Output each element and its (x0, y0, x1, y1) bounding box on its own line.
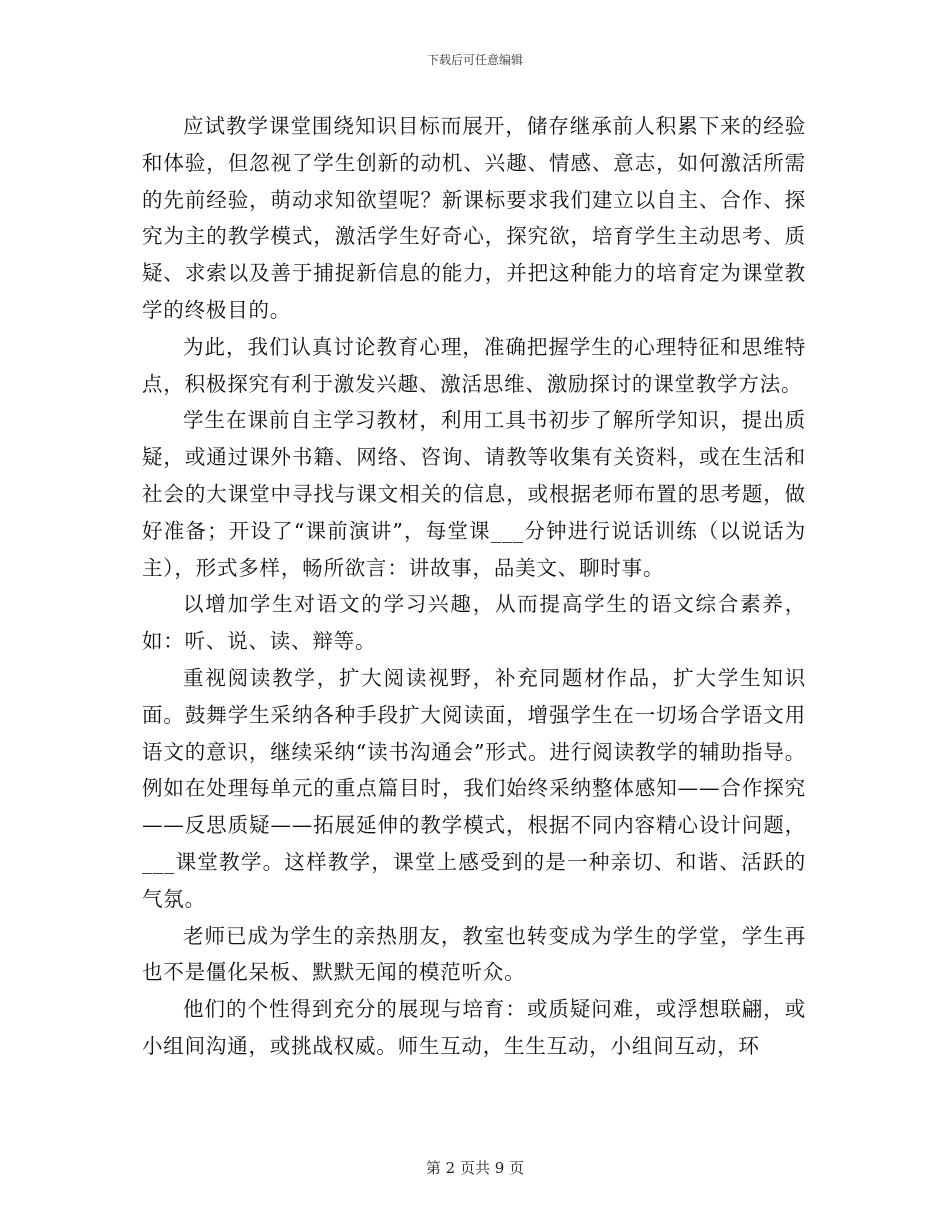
document-body (142, 108, 806, 1065)
paragraph: 他们的个性得到充分的展现与培育：或质疑问难，或浮想联翩，或小组间沟通，或挑战权威。师生互动，生生互动，小组间互动，环 (142, 997, 806, 1058)
paragraph: 老师已成为学生的亲热朋友，教室也转变成为学生的学堂，学生再也不是僵化呆板、默默无闻的模范听众。 (142, 923, 806, 985)
paragraph: 学生在课前自主学习教材，利用工具书初步了解所学知识，提出质疑，或通过课外书籍、网络、咨询、请教等收集有关资料，或在生活和社会的大课堂中寻找与课文相关的信息，或根据老师布置的思考题，做好准备；开设了“课前演讲”，每堂课___分钟进行说话训练（以说话为主），形式多样，畅所欲言：讲故事，品美文、聊时事。 (142, 408, 806, 580)
paragraph: 以增加学生对语文的学习兴趣，从而提高学生的语文综合素养，如：听、说、读、辩等。 (142, 592, 806, 654)
page-number-footer: 第 2 页共 9 页 (425, 1159, 525, 1177)
paragraph: 应试教学课堂围绕知识目标而展开，储存继承前人积累下来的经验和体验，但忽视了学生创新的动机、兴趣、情感、意志，如何激活所需的先前经验，萌动求知欲望呢？新课标要求我们建立以自主、合作、探究为主的教学模式，激活学生好奇心，探究欲，培育学生主动思考、质疑、求索以及善于捕捉新信息的能力，并把这种能力的培育定为课堂教学的终极目的。 (142, 114, 806, 322)
paragraph: 为此，我们认真讨论教育心理，准确把握学生的心理特征和思维特点，积极探究有利于激发兴趣、激活思维、激励探讨的课堂教学方法。 (142, 334, 806, 396)
page-header: 下载后可任意编辑 (426, 53, 523, 67)
paragraph: 重视阅读教学，扩大阅读视野，补充同题材作品，扩大学生知识面。鼓舞学生采纳各种手段扩大阅读面，增强学生在一切场合学语文用语文的意识，继续采纳“读书沟通会”形式。进行阅读教学的辅助指导。例如在处理每单元的重点篇目时，我们始终采纳整体感知——合作探究——反思质疑——拓展延伸的教学模式，根据不同内容精心设计问题，___课堂教学。这样教学，课堂上感受到的是一种亲切、和谐、活跃的气氛。 (142, 665, 806, 911)
